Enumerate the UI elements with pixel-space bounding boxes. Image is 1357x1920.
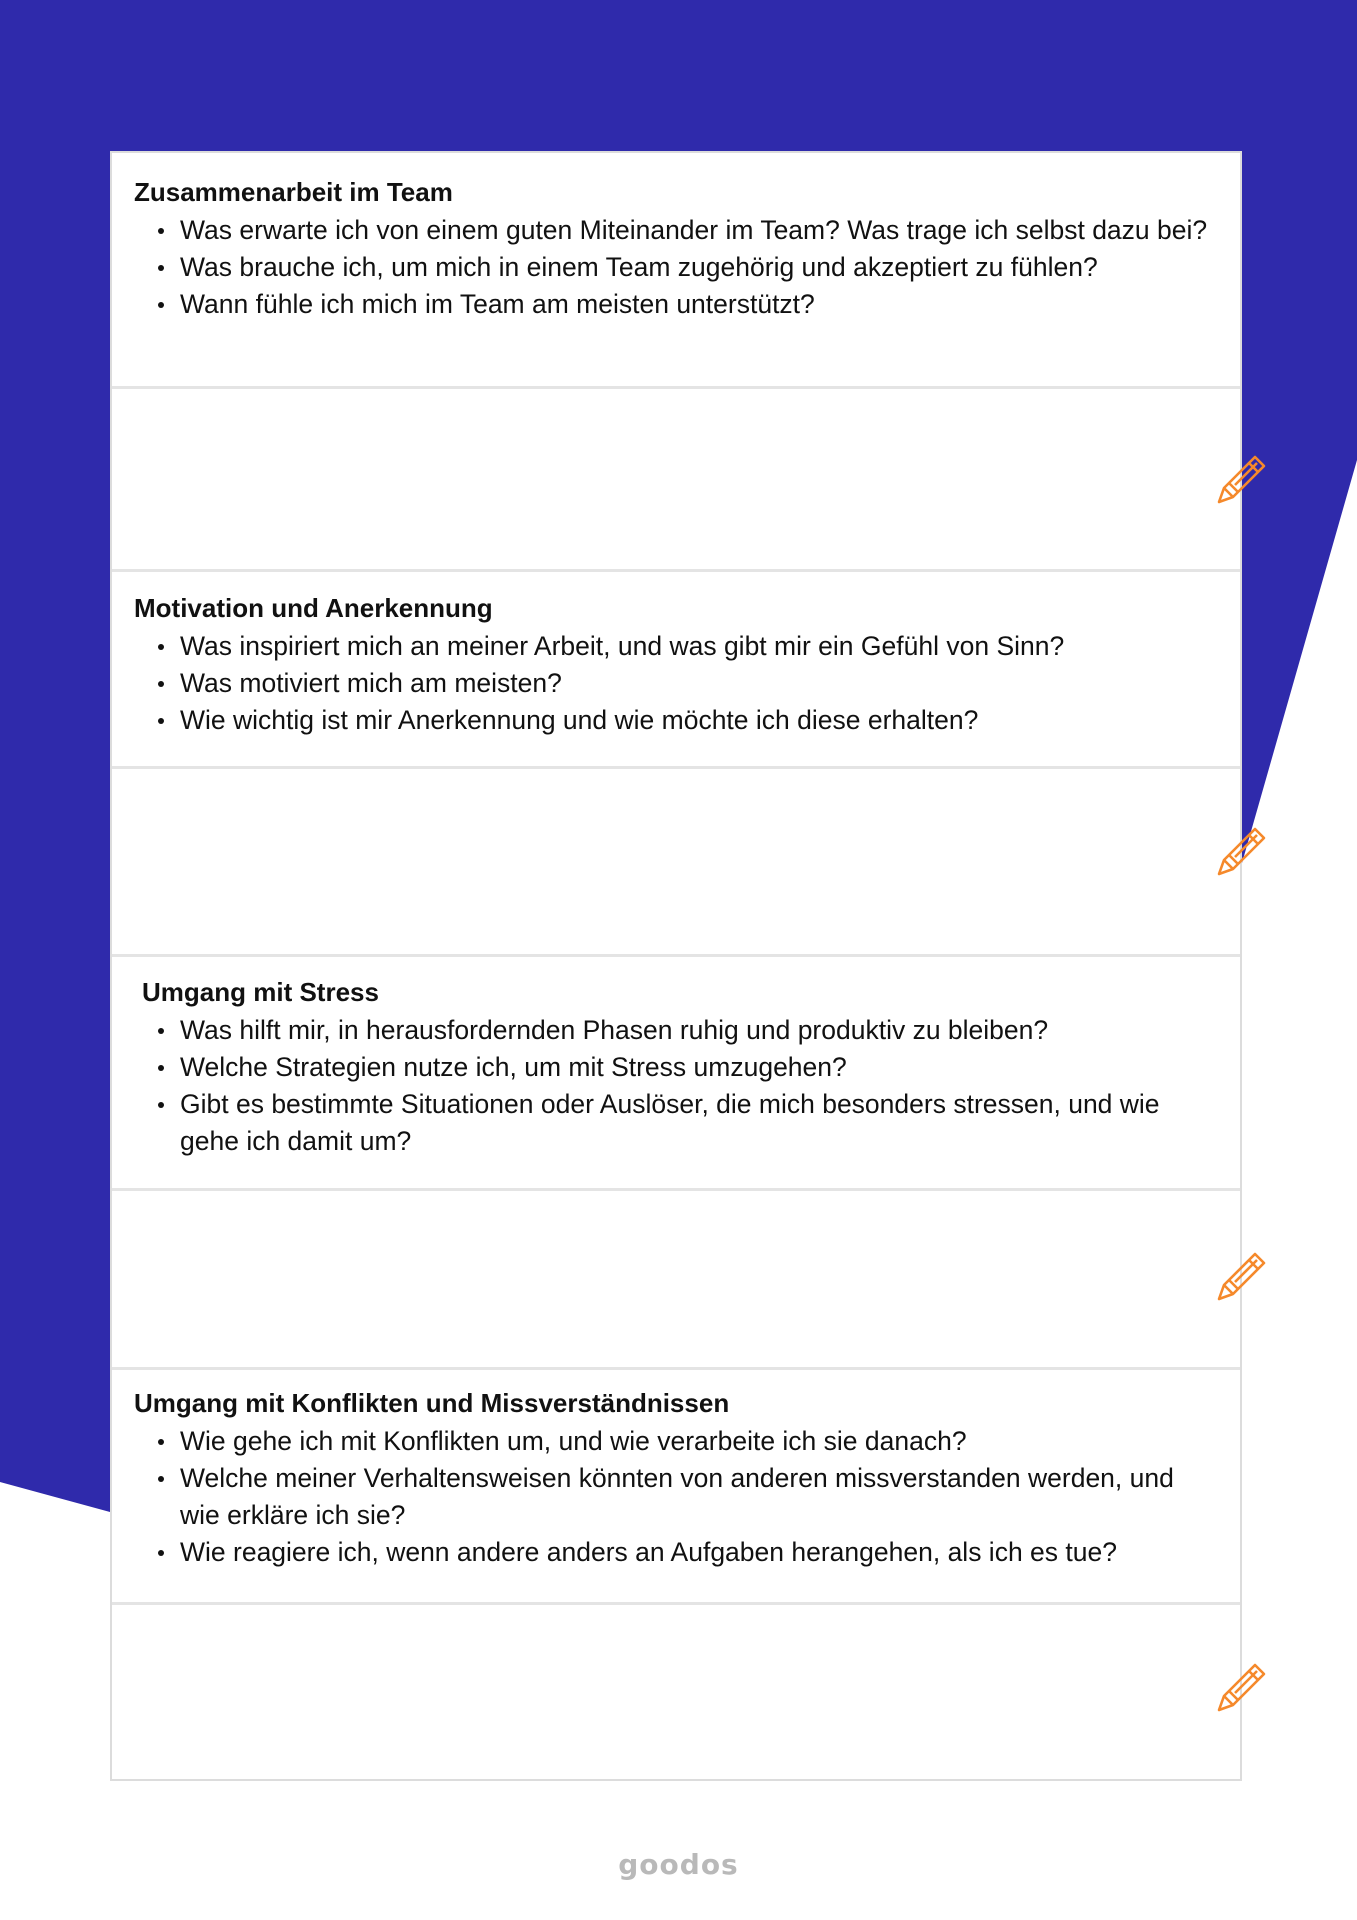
section-title: Umgang mit Konflikten und Missverständnissen <box>134 1388 730 1418</box>
pencil-icon <box>1215 1247 1271 1303</box>
worksheet-card <box>110 151 1242 1781</box>
pencil-icon <box>1215 1658 1271 1714</box>
question-list <box>134 628 1216 739</box>
pencil-icon <box>1215 822 1271 878</box>
answer-field-motivation[interactable] <box>112 769 1240 954</box>
question-item: Gibt es bestimmte Situationen oder Auslöser, die mich besonders stressen, und wie gehe ich damit um? <box>134 1086 1216 1160</box>
question-item: Welche meiner Verhaltensweisen könnten von anderen missverstanden werden, und wie erkläre ich sie? <box>134 1460 1216 1534</box>
question-item: Was brauche ich, um mich in einem Team zugehörig und akzeptiert zu fühlen? <box>134 249 1216 286</box>
divider <box>112 569 1240 572</box>
question-item: Wann fühle ich mich im Team am meisten unterstützt? <box>134 286 1216 323</box>
question-list <box>134 1012 1216 1160</box>
question-item: Was hilft mir, in herausfordernden Phasen ruhig und produktiv zu bleiben? <box>134 1012 1216 1049</box>
divider <box>112 1367 1240 1370</box>
section-title: Umgang mit Stress <box>142 977 379 1007</box>
question-list <box>134 212 1216 323</box>
section-title: Motivation und Anerkennung <box>134 593 493 623</box>
section-title: Zusammenarbeit im Team <box>134 177 453 207</box>
question-item: Was motiviert mich am meisten? <box>134 665 1216 702</box>
question-item: Wie wichtig ist mir Anerkennung und wie möchte ich diese erhalten? <box>134 702 1216 739</box>
divider <box>112 954 1240 957</box>
question-item: Was erwarte ich von einem guten Miteinander im Team? Was trage ich selbst dazu bei? <box>134 212 1216 249</box>
answer-field-stress[interactable] <box>112 1191 1240 1367</box>
question-list <box>134 1423 1216 1571</box>
pencil-icon <box>1215 450 1271 506</box>
answer-field-conflicts[interactable] <box>112 1605 1240 1779</box>
answer-field-team[interactable] <box>112 389 1240 569</box>
question-item: Was inspiriert mich an meiner Arbeit, und was gibt mir ein Gefühl von Sinn? <box>134 628 1216 665</box>
question-item: Wie gehe ich mit Konflikten um, und wie verarbeite ich sie danach? <box>134 1423 1216 1460</box>
question-item: Wie reagiere ich, wenn andere anders an Aufgaben herangehen, als ich es tue? <box>134 1534 1216 1571</box>
brand-logo: goodos <box>618 1848 739 1881</box>
question-item: Welche Strategien nutze ich, um mit Stress umzugehen? <box>134 1049 1216 1086</box>
